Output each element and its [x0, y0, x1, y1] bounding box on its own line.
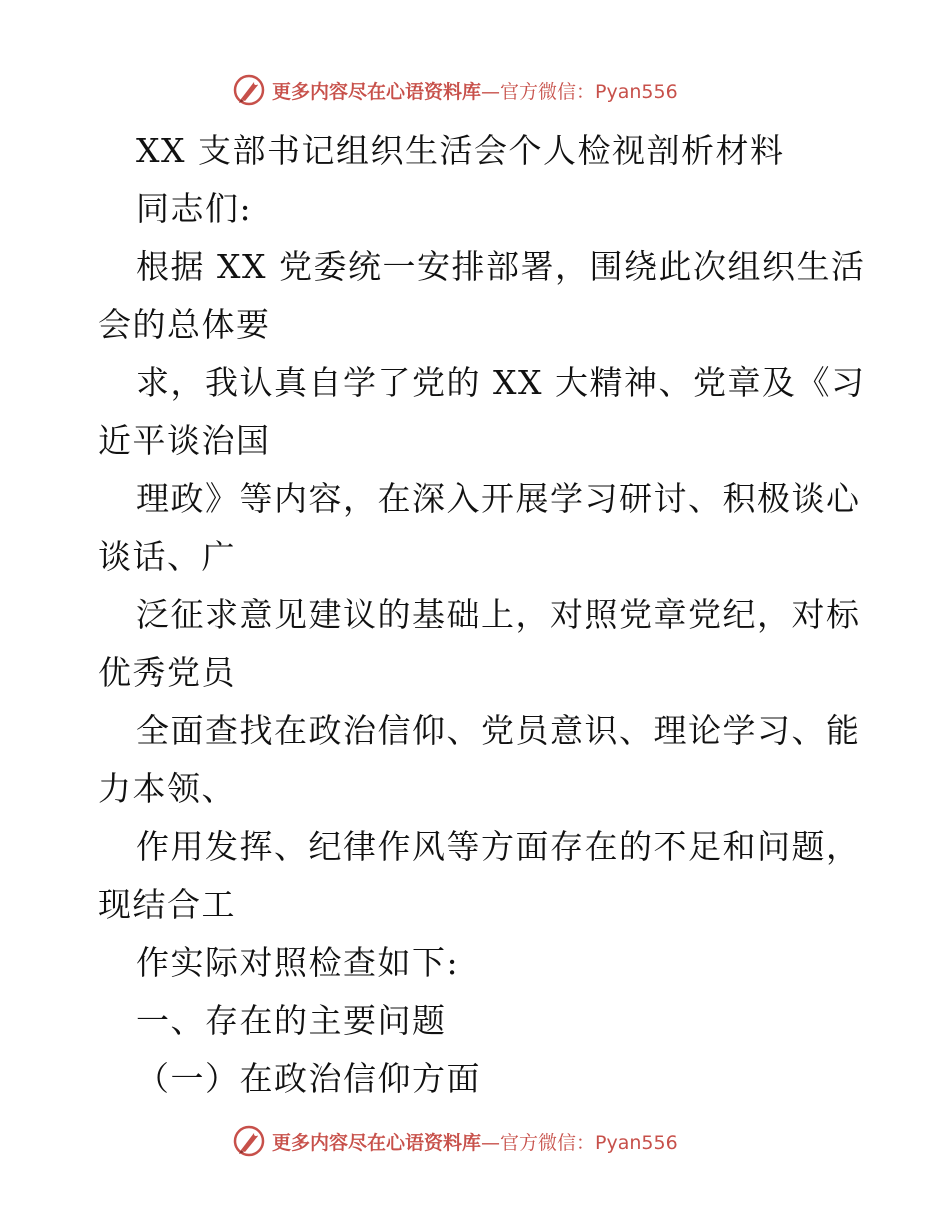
text-line: 近平谈治国 [98, 421, 271, 460]
section-heading: 一、存在的主要问题 [136, 1001, 447, 1040]
text-line: 力本领、 [98, 769, 236, 808]
header-watermark [232, 70, 712, 110]
text-line: 求，我认真自学了党的 XX 大精神、党章及《习 [136, 363, 866, 402]
text-line: 谈话、广 [98, 537, 236, 576]
salutation: 同志们: [136, 189, 253, 228]
text-line: 理政》等内容，在深入开展学习研讨、积极谈心 [136, 479, 861, 518]
text-line: 泛征求意见建议的基础上，对照党章党纪，对标 [136, 595, 861, 634]
text-line: 根据 XX 党委统一安排部署，围绕此次组织生活 [136, 247, 866, 286]
footer-watermark [232, 1121, 712, 1161]
text-line: 会的总体要 [98, 305, 271, 344]
pen-logo-icon [232, 1124, 266, 1158]
text-line: 现结合工 [98, 885, 236, 924]
watermark-brand-text: 更多内容尽在心语资料库 [272, 80, 482, 103]
text-line: 优秀党员 [98, 653, 236, 692]
watermark-contact-text: —官方微信：Pyan556 [481, 80, 678, 103]
watermark-contact-text: —官方微信：Pyan556 [481, 1131, 678, 1154]
text-line: 作用发挥、纪律作风等方面存在的不足和问题， [136, 827, 861, 866]
text-line: 作实际对照检查如下: [136, 943, 460, 982]
subsection-heading: （一）在政治信仰方面 [136, 1059, 481, 1098]
document-body [98, 122, 868, 1108]
pen-logo-icon [232, 73, 266, 107]
document-title: XX 支部书记组织生活会个人检视剖析材料 [136, 131, 785, 170]
text-line: 全面查找在政治信仰、党员意识、理论学习、能 [136, 711, 861, 750]
watermark-brand-text: 更多内容尽在心语资料库 [272, 1131, 482, 1154]
